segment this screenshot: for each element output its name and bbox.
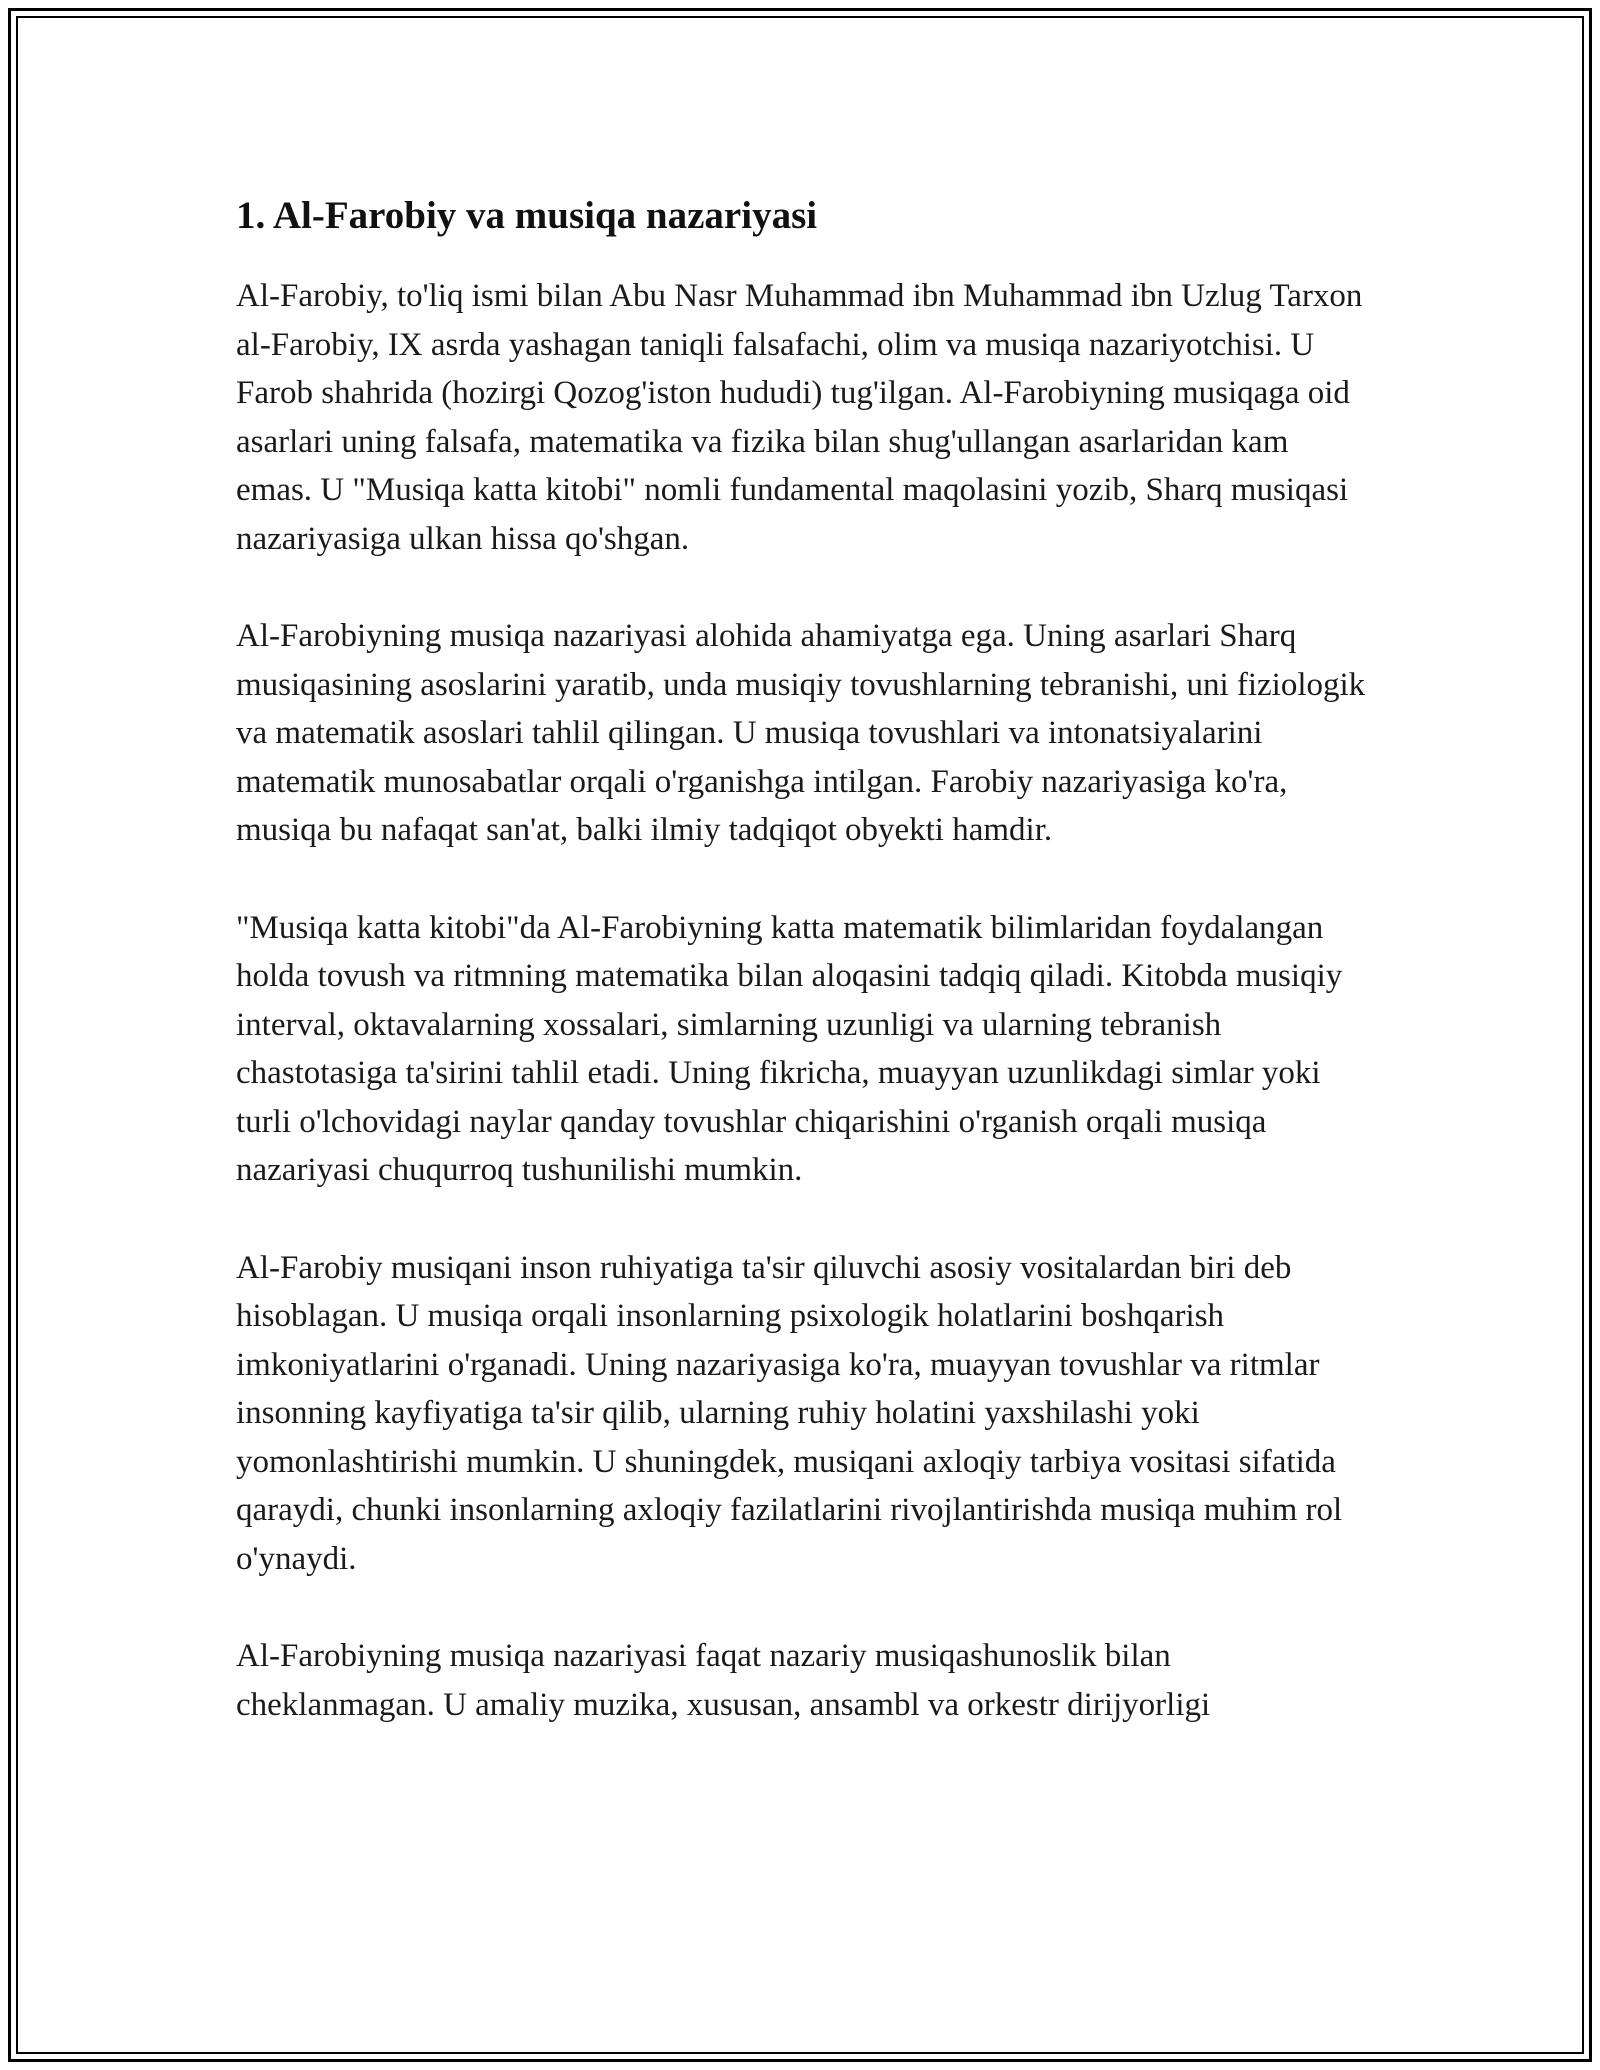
document-body xyxy=(236,190,1366,1778)
paragraph-3: "Musiqa katta kitobi"da Al-Farobiyning katta matematik bilimlaridan foydalangan holda tovush va ritmning matematika bilan aloqasini tadqiq qiladi. Kitobda musiqiy interval, oktavalarning xossalari, simlarning uzunligi va ularning tebranish chastotasiga ta'sirini tahlil etadi. Uning fikricha, muayyan uzunlikdagi simlar yoki turli o'lchovidagi naylar qanday tovushlar chiqarishini o'rganish orqali musiqa nazariyasi chuqurroq tushunilishi mumkin. xyxy=(236,909,1343,1188)
paragraph-2: Al-Farobiyning musiqa nazariyasi alohida ahamiyatga ega. Uning asarlari Sharq musiqasining asoslarini yaratib, unda musiqiy tovushlarning tebranishi, uni fiziologik va matematik asoslari tahlil qilingan. U musiqa tovushlari va intonatsiyalarini matematik munosabatlar orqali o'rganishga intilgan. Farobiy nazariyasiga ko'ra, musiqa bu nafaqat san'at, balki ilmiy tadqiqot obyekti hamdir. xyxy=(236,618,1366,848)
paragraph-4: Al-Farobiy musiqani inson ruhiyatiga ta'sir qiluvchi asosiy vositalardan biri deb hisoblagan. U musiqa orqali insonlarning psixologik holatlarini boshqarish imkoniyatlarini o'rganadi. Uning nazariyasiga ko'ra, muayyan tovushlar va ritmlar insonning kayfiyatiga ta'sir qilib, ularning ruhiy holatini yaxshilashi yoki yomonlashtirishi mumkin. U shuningdek, musiqani axloqiy tarbiya vositasi sifatida qaraydi, chunki insonlarning axloqiy fazilatlarini rivojlantirishda musiqa muhim rol o'ynaydi. xyxy=(236,1249,1343,1577)
paragraph-5: Al-Farobiyning musiqa nazariyasi faqat nazariy musiqashunoslik bilan cheklanmagan. U amaliy muzika, xususan, ansambl va orkestr dirijyorligi xyxy=(236,1638,1211,1723)
paragraph-1: Al-Farobiy, to'liq ismi bilan Abu Nasr Muhammad ibn Muhammad ibn Uzlug Tarxon al-Farobiy, IX asrda yashagan taniqli falsafachi, olim va musiqa nazariyotchisi. U Farob shahrida (hozirgi Qozog'iston hududi) tug'ilgan. Al-Farobiyning musiqaga oid asarlari uning falsafa, matematika va fizika bilan shug'ullangan asarlaridan kam emas. U "Musiqa katta kitobi" nomli fundamental maqolasini yozib, Sharq musiqasi nazariyasiga ulkan hissa qo'shgan. xyxy=(236,278,1363,557)
section-heading: 1. Al-Farobiy va musiqa nazariyasi xyxy=(236,194,818,237)
